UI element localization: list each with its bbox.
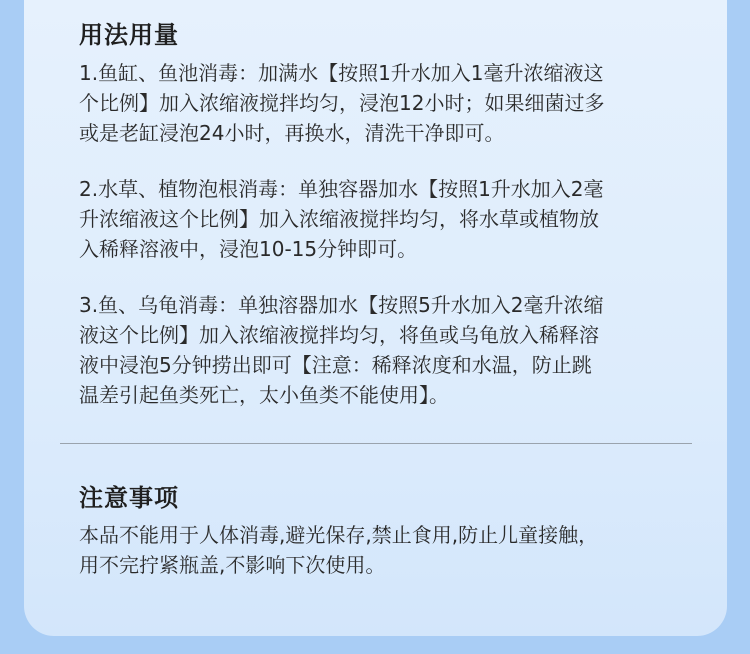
- usage-item-3-line-1: 3.鱼、乌龟消毒：单独溶器加水【按照5升水加入2毫升浓缩: [79, 293, 604, 317]
- usage-item-1-line-2: 个比例】加入浓缩液搅拌均匀，浸泡12小时；如果细菌过多: [79, 91, 605, 115]
- usage-item-1: [79, 58, 699, 148]
- usage-item-3-line-4: 温差引起鱼类死亡，太小鱼类不能使用】。: [79, 383, 449, 407]
- usage-item-3-line-2: 液这个比例】加入浓缩液搅拌均匀，将鱼或乌龟放入稀释溶: [79, 323, 599, 347]
- usage-item-2-line-2: 升浓缩液这个比例】加入浓缩液搅拌均匀，将水草或植物放: [79, 207, 599, 231]
- usage-item-2: [79, 174, 699, 264]
- notes-line-1: 本品不能用于人体消毒,避光保存,禁止食用,防止儿童接触，: [79, 523, 599, 547]
- usage-item-1-line-1: 1.鱼缸、鱼池消毒：加满水【按照1升水加入1毫升浓缩液这: [79, 61, 604, 85]
- notes-line-2: 用不完拧紧瓶盖,不影响下次使用。: [79, 553, 386, 577]
- usage-item-1-line-3: 或是老缸浸泡24小时，再换水，清洗干净即可。: [79, 121, 505, 145]
- usage-item-2-line-1: 2.水草、植物泡根消毒：单独容器加水【按照1升水加入2毫: [79, 177, 604, 201]
- notes-title: 注意事项: [79, 484, 179, 512]
- notes-text: [79, 520, 699, 580]
- usage-title: 用法用量: [79, 21, 179, 49]
- content-card: [24, 0, 727, 636]
- usage-item-3-line-3: 液中浸泡5分钟捞出即可【注意：稀释浓度和水温，防止跳: [79, 353, 592, 377]
- usage-item-3: [79, 290, 699, 410]
- usage-item-2-line-3: 入稀释溶液中，浸泡10-15分钟即可。: [79, 237, 418, 261]
- section-divider: [60, 443, 692, 444]
